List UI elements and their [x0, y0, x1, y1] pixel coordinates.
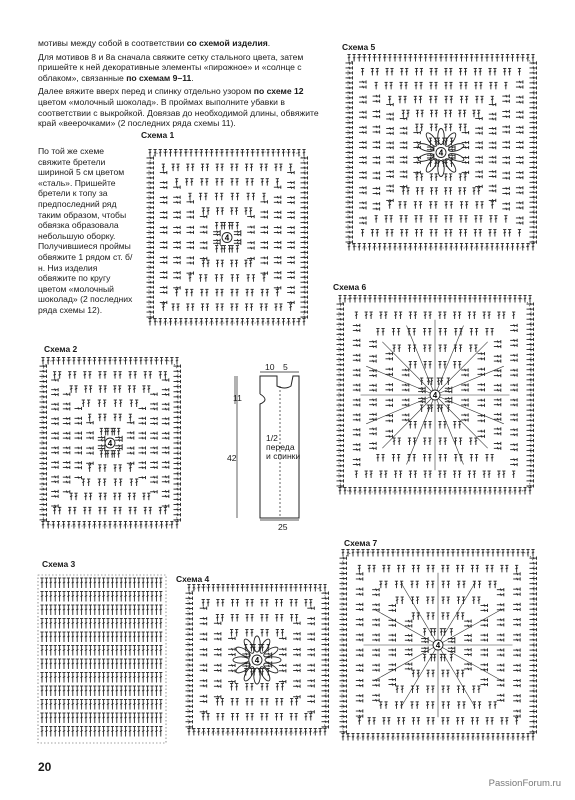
intro-text [38, 38, 334, 132]
pattern-label-3: и спинки [266, 451, 301, 461]
scheme-4-chart [186, 585, 328, 735]
p3-text: Далее вяжите вверх перед и спинку отдельно узором [38, 86, 254, 97]
paragraph-3 [38, 86, 328, 128]
scheme-1-label: Схема 1 [141, 130, 175, 140]
paragraph-1 [38, 38, 334, 49]
scheme-4-label: Схема 4 [176, 574, 210, 584]
scheme-2-chart [40, 358, 180, 528]
scheme-3-label: Схема 3 [42, 559, 76, 569]
paragraph-4: По той же схеме свяжите бретели шириной 5 см цветом «сталь». Пришейте бретели к топу за предпоследний ряд таким образом, чтобы обвязка образовала небольшую оборку. Получившиеся проймы обвяжите 1 рядом ст. б/н. Низ изделия обвяжите по кругу цветом «молочный шоколад» (2 последних ряда схемы 12). [38, 146, 133, 315]
watermark: PassionForum.ru [488, 778, 561, 789]
svg-text:4: 4 [107, 439, 113, 448]
scheme-5-label: Схема 5 [342, 42, 376, 52]
straps-text [38, 146, 136, 319]
dim-top-a: 10 [265, 362, 275, 372]
p2-bold: по схемам 9–11 [126, 72, 192, 83]
scheme-7-label: Схема 7 [344, 538, 378, 548]
scheme-1-chart [147, 150, 307, 325]
p1-text: мотивы между собой в соответствии [38, 38, 187, 48]
scheme-5-chart [346, 55, 536, 250]
p2-end: . [191, 72, 194, 83]
dim-top-b: 5 [283, 362, 288, 372]
dim-side-top: 11 [233, 393, 242, 403]
p3-bold: по схеме 12 [253, 86, 304, 97]
scheme-6-label: Схема 6 [333, 282, 367, 292]
p1-bold: со схемой изделия [186, 38, 268, 48]
scheme-7-chart [340, 550, 536, 740]
page-number: 20 [38, 760, 52, 774]
p1-end: . [267, 38, 271, 48]
scheme-3-chart [36, 573, 168, 745]
svg-text:4: 4 [254, 656, 260, 665]
pattern-label-2: переда [266, 442, 295, 452]
dim-bottom: 25 [278, 522, 288, 532]
scheme-2-label: Схема 2 [44, 344, 78, 354]
dim-side: 42 [227, 453, 237, 463]
p3-text-end: цветом «молочный шоколад». В проймах выполните убавки в соответствии с выкройкой. Довязав до необходимой длины, обвяжите край «веерочками» (2 последних ряда схемы 11). [38, 96, 319, 129]
pattern-label-1: 1/2 [266, 433, 278, 443]
svg-text:4: 4 [224, 233, 230, 243]
scheme-6-chart [337, 296, 533, 494]
paragraph-2 [38, 52, 334, 84]
p2-text: Для мотивов 8 и 8а сначала свяжите сетку стального цвета, затем пришейте к ней декоративные элементы «пирожное» и «солнце с облаком», связанные [38, 51, 304, 83]
